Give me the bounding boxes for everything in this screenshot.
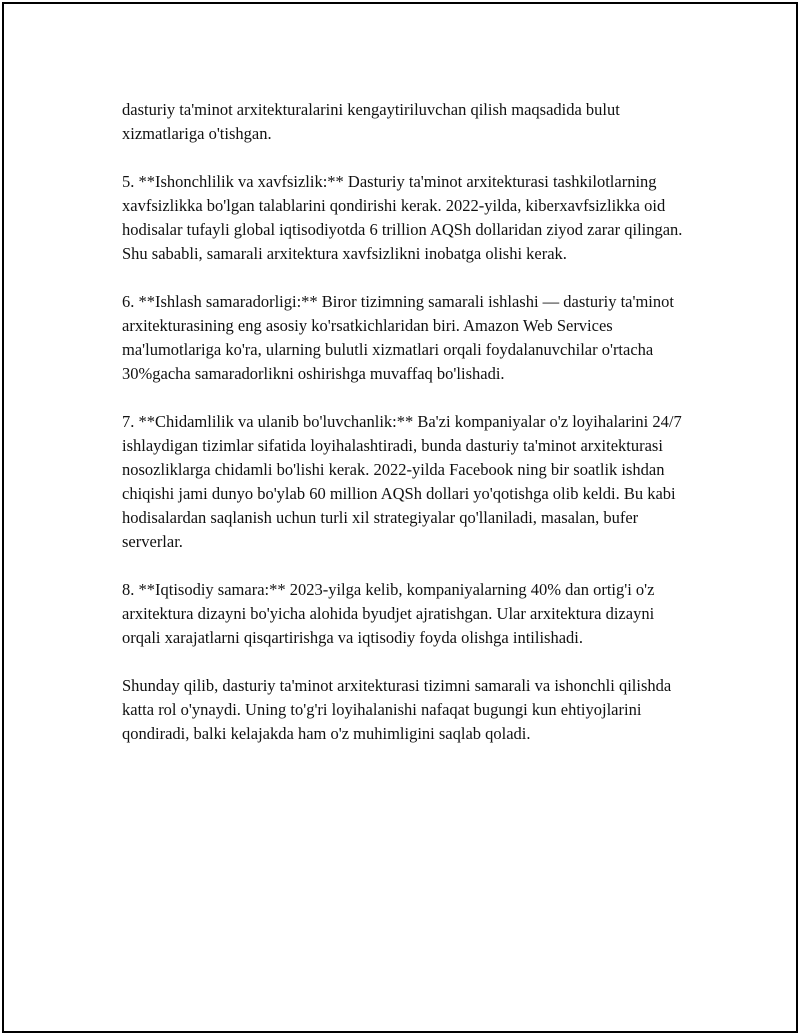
- paragraph-resilience: 7. **Chidamlilik va ulanib bo'luvchanlik:** Ba'zi kompaniyalar o'z loyihalarini 24/7 ishlaydigan tizimlar sifatida loyihalashtiradi, bunda dasturiy ta'minot arxitekturasi nosozliklarga chidamli bo'lishi kerak. 2022-yilda Facebook ning bir soatlik ishdan chiqishi jami dunyo bo'ylab 60 million AQSh dollari yo'qotishga olib keldi. Bu kabi hodisalardan saqlanish uchun turli xil strategiyalar qo'llaniladi, masalan, bufer serverlar.: [122, 412, 682, 551]
- paragraph-reliability-security: 5. **Ishonchlilik va xavfsizlik:** Dasturiy ta'minot arxitekturasi tashkilotlarning xavfsizlikka bo'lgan talablarini qondirishi kerak. 2022-yilda, kiberxavfsizlikka oid hodisalar tufayli global iqtisodiyotda 6 trillion AQSh dollaridan ziyod zarar qilingan. Shu sababli, samarali arxitektura xavfsizlikni inobatga olishi kerak.: [122, 172, 683, 263]
- paragraph-conclusion: Shunday qilib, dasturiy ta'minot arxitekturasi tizimni samarali va ishonchli qilishda katta rol o'ynaydi. Uning to'g'ri loyihalanishi nafaqat bugungi kun ehtiyojlarini qondiradi, balki kelajakda ham o'z muhimligini saqlab qoladi.: [122, 676, 672, 743]
- paragraph-cloud-intro: dasturiy ta'minot arxitekturalarini kengaytiriluvchan qilish maqsadida bulut xizmatlariga o'tishgan.: [122, 100, 620, 143]
- paragraph-performance: 6. **Ishlash samaradorligi:** Biror tizimning samarali ishlashi — dasturiy ta'minot arxitekturasining eng asosiy ko'rsatkichlaridan biri. Amazon Web Services ma'lumotlariga ko'ra, ularning bulutli xizmatlari orqali foydalanuvchilar o'rtacha 30%gacha samaradorlikni oshirishga muvaffaq bo'lishadi.: [122, 292, 674, 383]
- document-body: [122, 98, 694, 746]
- paragraph-economic-impact: 8. **Iqtisodiy samara:** 2023-yilga kelib, kompaniyalarning 40% dan ortig'i o'z arxitektura dizayni bo'yicha alohida byudjet ajratishgan. Ular arxitektura dizayni orqali xarajatlarni qisqartirishga va iqtisodiy foyda olishga intilishadi.: [122, 580, 655, 647]
- document-page: [2, 2, 798, 1033]
